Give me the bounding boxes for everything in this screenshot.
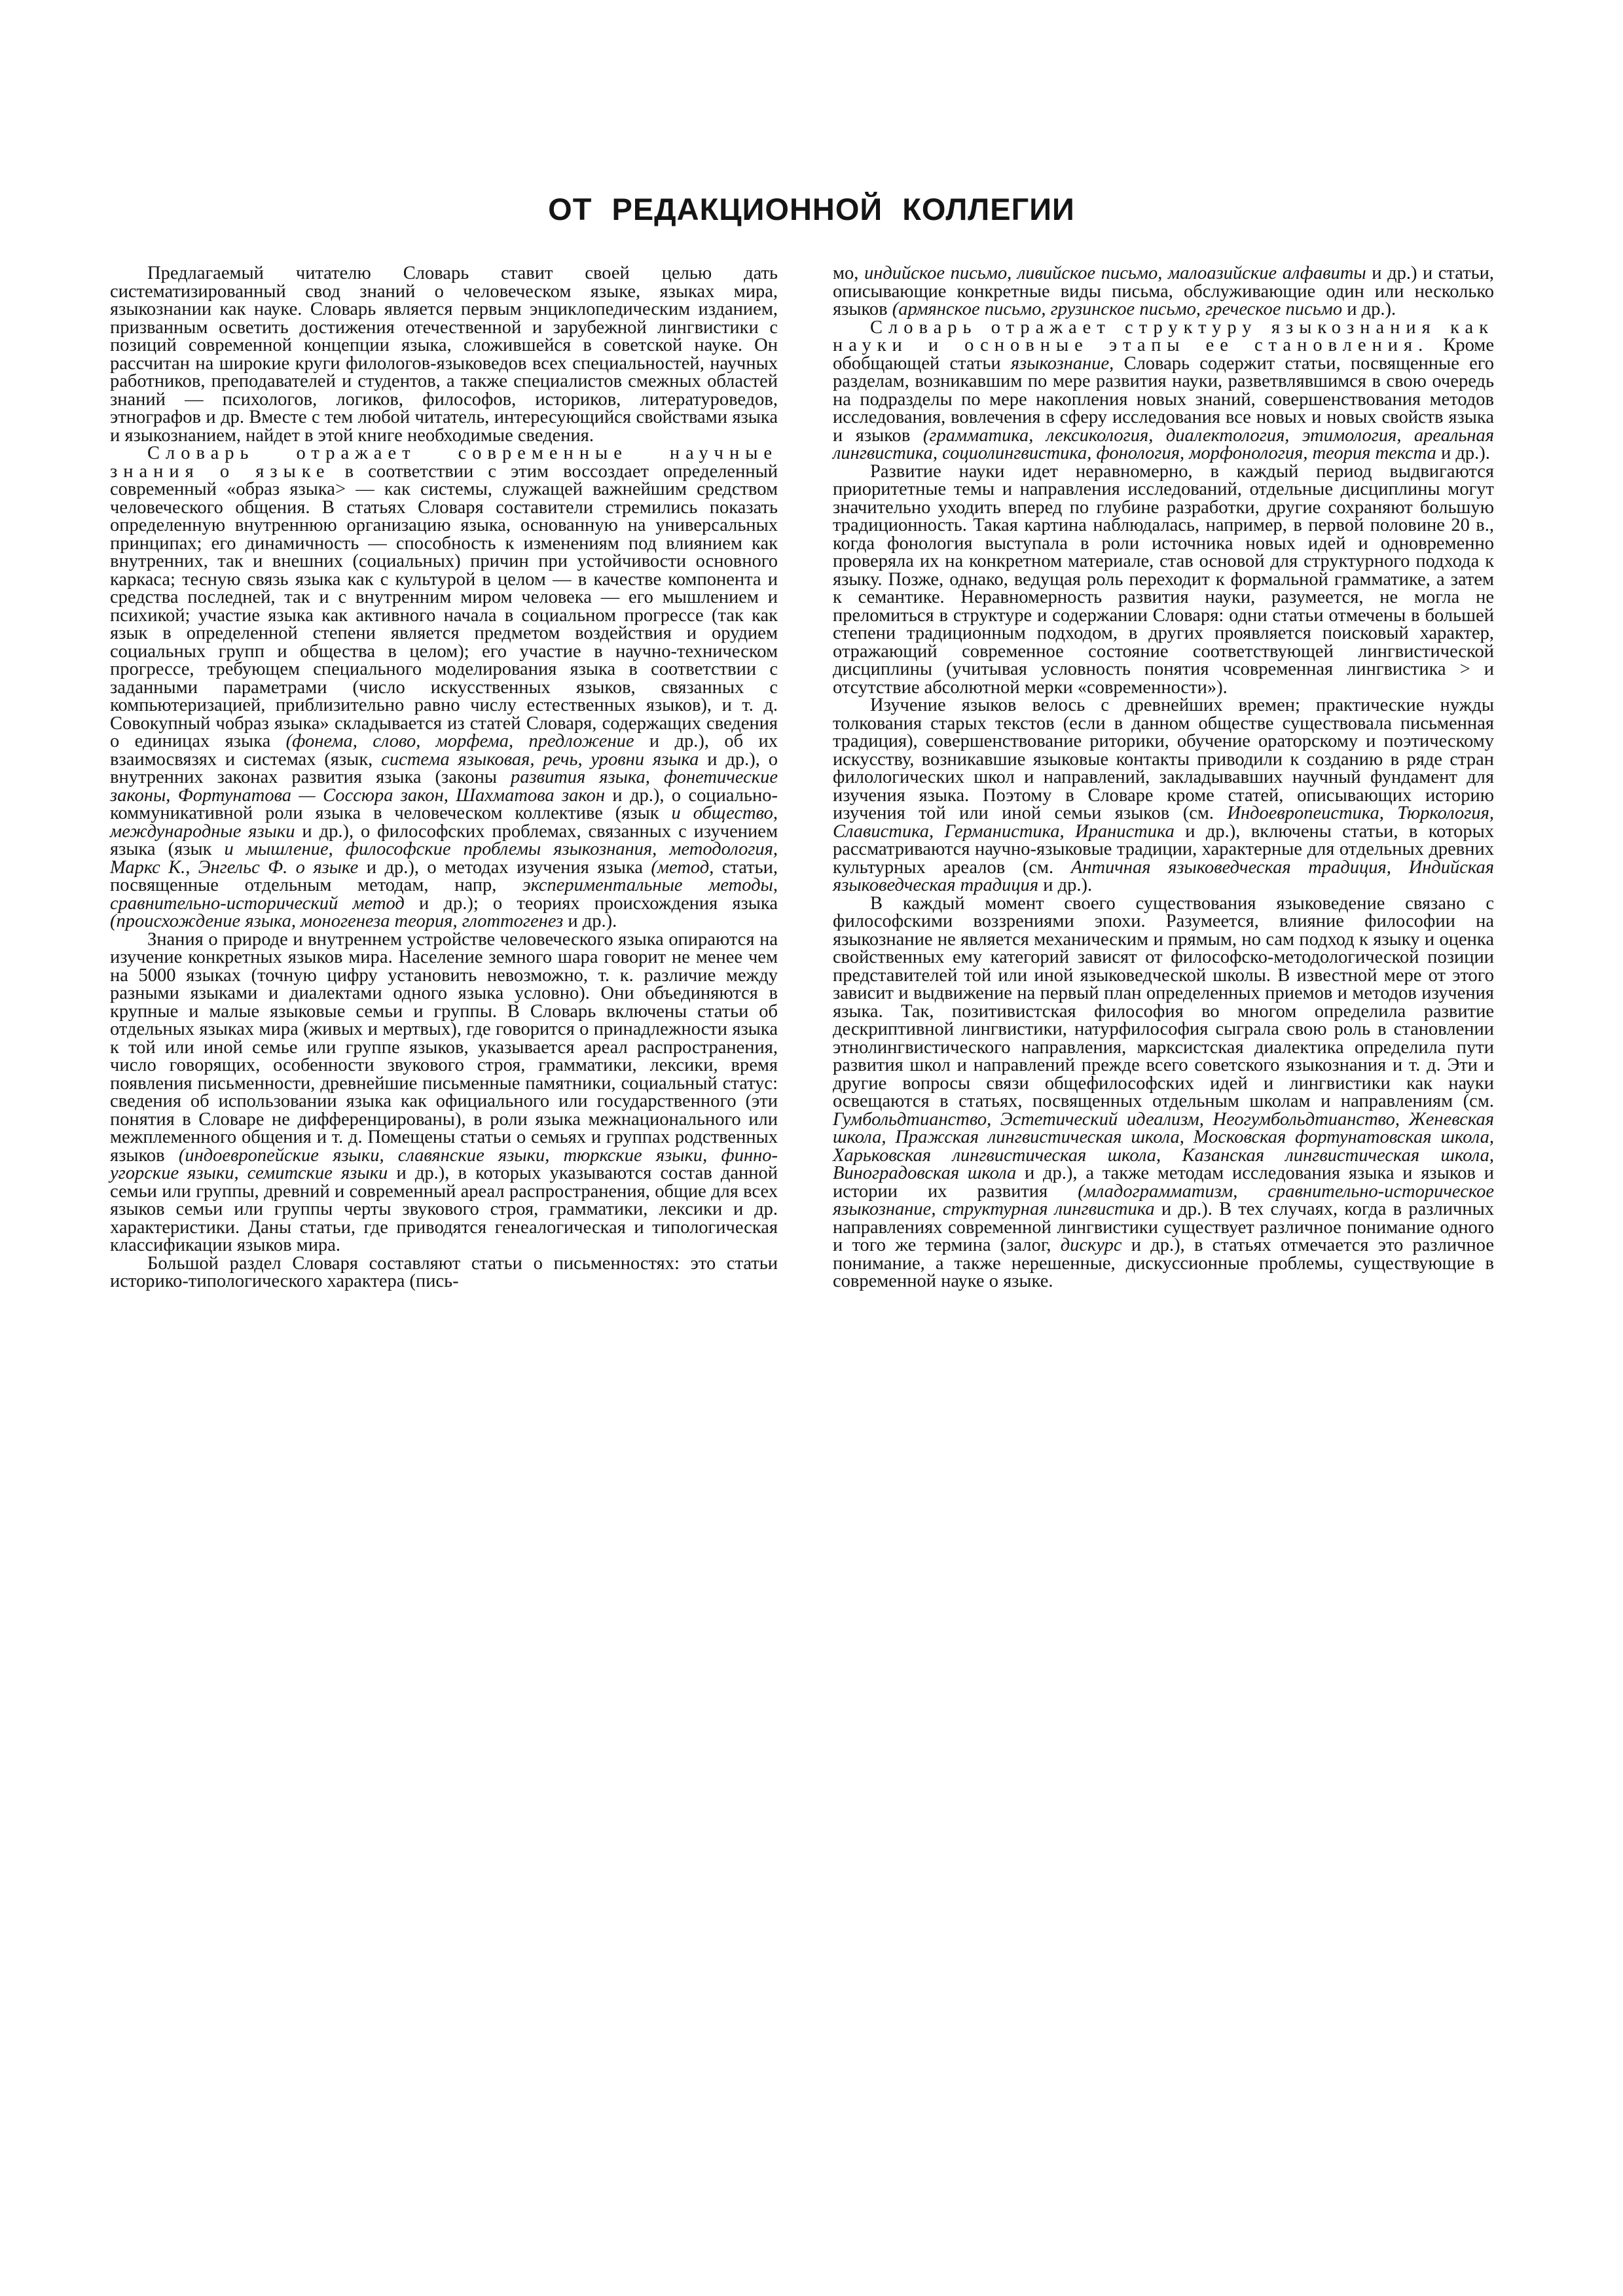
text: и др.), включены статьи, в которых рассматриваются научно-языковые традиции, характерные для отдельных древних культурных ареалов (см. xyxy=(833,821,1494,878)
italic-text: (фонема, слово, морфема, предложение xyxy=(285,731,634,751)
paragraph xyxy=(110,1255,778,1291)
italic-text: (армянское письмо, грузинское письмо, греческое письмо xyxy=(892,299,1343,319)
paragraph xyxy=(833,463,1494,697)
text: Словарь содержит статьи, посвященные его разделам, возникавшим по мере развития науки, разветвлявшимся в свою очередь на подразделы по мере накопления новых знаний, совершенствования методов исследования, вовлечения в сферу исследования все новых и новых свойств языка и языков xyxy=(833,353,1494,446)
text: и др.). xyxy=(1342,299,1396,319)
text: и др.), в статьях отмечается это различное понимание, а также нерешенные, дискуссионные проблемы, существующие в современной науке о языке. xyxy=(833,1235,1494,1291)
paragraph xyxy=(833,895,1494,1291)
text: и др.). xyxy=(1038,875,1093,895)
italic-text: (происхождение языка, моногенеза теория, глоттогенез xyxy=(110,911,564,931)
paragraph xyxy=(833,319,1494,463)
text: и др.). xyxy=(563,911,617,931)
text: статьи, посвященные отдельным методам, напр, xyxy=(110,857,778,895)
text: и др.); о теориях происхождения языка xyxy=(404,893,778,914)
italic-text: и мышление, философские проблемы языкознания, методология, Маркс К., Энгельс Ф. о языке xyxy=(110,839,778,878)
left-column xyxy=(110,264,778,1291)
spaced-text: Словарь отражает структуру языкознания как науки и основные этапы ее становления. xyxy=(833,317,1494,355)
italic-text: Античная языковедческая традиция, Индийская языковедческая традиция xyxy=(833,857,1494,895)
italic-text: система языковая, речь, уровни языка xyxy=(381,749,699,770)
spaced-text: Словарь отражает современные научные знания о языке xyxy=(110,443,778,482)
text: и др.). В тех случаях, когда в различных направлениях современной лингвистики существует различное понимание одного и того же термина (залог, xyxy=(833,1199,1494,1255)
paragraph xyxy=(833,696,1494,895)
italic-text: Гумбольдтианство, Эстетический идеализм, Неогумбольдтианство, Женевская школа, Пражская лингвистическая школа, Московская фортунатовская школа, Харьковская лингвистическая школа, Казанская лингвистическая школа, Виноградовская школа xyxy=(833,1109,1494,1183)
text: и др.). xyxy=(1436,443,1490,463)
text: и др.), об их взаимосвязях и системах (язык, xyxy=(110,731,778,770)
text: и др.), а также методам исследования языка и языков и истории их развития xyxy=(833,1163,1494,1202)
italic-text: экспериментальные методы, сравнительно-исторический метод xyxy=(110,875,778,914)
text: мо, xyxy=(833,263,864,283)
text: и др.) и статьи, описывающие конкретные виды письма, обслуживающие один или несколько языков xyxy=(833,263,1494,319)
text: и др.), о внутренних законах развития языка (законы xyxy=(110,749,778,787)
right-column xyxy=(833,264,1494,1291)
italic-text: языкознание, xyxy=(1010,353,1114,374)
text: Предлагаемый читателю Словарь ставит своей целью дать систематизированный свод знаний о человеческом языке, языках мира, языкознании как науке. Словарь является первым энциклопедическим изданием, призванным осветить достижения отечественной и зарубежной лингвистики с позиций современной концепции языка, сложившейся в советской науке. Он рассчитан на широкие круги филологов-языковедов всех специальностей, научных работников, преподавателей и студентов, а также специалистов смежных областей знаний — психологов, логиков, философов, историков, литературоведов, этнографов и др. Вместе с тем любой читатель, интересующийся свойствами языка и языкознанием, найдет в этой книге необходимые сведения. xyxy=(110,263,778,446)
italic-text: и общество, международные языки xyxy=(110,803,778,842)
text: Развитие науки идет неравномерно, в каждый период выдвигаются приоритетные темы и направления исследований, отдельные дисциплины могут значительно уходить вперед по глубине разработки, другие сохраняют большую традиционность. Такая картина наблюдалась, например, в первой половине 20 в., когда фонология выступала в роли источника новых идей и одновременно проверяла их на конкретном материале, став основой для структурного подхода к языку. Позже, однако, ведущая роль переходит к формальной грамматике, а затем к семантике. Неравномерность развития науки, разумеется, не могла не преломиться в структуре и содержании Словаря: одни статьи отмечены в большей степени традиционным подходом, в других проявляется поисковый характер, отражающий современное состояние соответствующей лингвистической дисциплины (учитывая условность понятия чсовременная лингвистика > и отсутствие абсолютной мерки «современности»). xyxy=(833,461,1494,698)
italic-text: дискурс xyxy=(1060,1235,1122,1255)
italic-text: Индоевропеистика, Тюркология, Славистика, Германистика, Иранистика xyxy=(833,803,1494,842)
italic-text: индийское письмо, ливийское письмо, малоазийские алфавиты xyxy=(864,263,1366,283)
italic-text: (индоевропейские языки, славянские языки, тюркские языки, финно-угорские языки, семитские языки xyxy=(110,1145,778,1183)
text: Кроме обобщающей статьи xyxy=(833,335,1494,374)
italic-text: (младограмматизм, сравнительно-историческое языкознание, структурная лингвистика xyxy=(833,1181,1495,1219)
page-title: ОТ РЕДАКЦИОННОЙ КОЛЛЕГИИ xyxy=(548,192,1075,226)
text: Знания о природе и внутреннем устройстве человеческого языка опираются на изучение конкретных языков мира. Население земного шара говорит не менее чем на 5000 языках (точную цифру установить невозможно, т. к. различие между разными языками и диалектами одного языка условно). Они объединяются в крупные и малые языковые семьи и группы. В Словарь включены статьи об отдельных языках мира (живых и мертвых), где говорится о принадлежности языка к той или иной семье или группе языков, указывается ареал распространения, число говорящих, особенности звукового строя, грамматики, лексики, время появления письменности, древнейшие письменные памятники, социальный статус: сведения об использовании языка как официального или государственного (эти понятия в Словаре не дифференцированы), в роли языка межнационального или межплеменного общения и т. д. Помещены статьи о семьях и группах родственных языков xyxy=(110,929,778,1166)
paragraph xyxy=(833,264,1494,319)
text: и др.), в которых указываются состав данной семьи или группы, древний и современный ареал распространения, общие для всех языков семьи или группы черты звукового строя, грамматики, лексики и др. характеристики. Даны статьи, где приводятся генеалогическая и типологическая классификации языков мира. xyxy=(110,1163,778,1255)
text: Изучение языков велось с древнейших времен; практические нужды толкования старых текстов (если в данном обществе существовала письменная традиция), совершенствование риторики, обучение ораторскому и поэтическому искусству, возникавшие языковые контакты приводили к созданию в ряде стран филологических школ и направлений, закладывавших научный фундамент для изучения языка. Поэтому в Словаре кроме статей, описывающих историю изучения той или иной семьи языков (см. xyxy=(833,695,1494,823)
italic-text: (метод, xyxy=(651,857,714,878)
italic-text: (грамматика, лексикология, диалектология, этимология, ареальная лингвистика, социолингвистика, фонология, морфонология, теория текста xyxy=(833,425,1494,463)
text: В каждый момент своего существования языковедение связано с философскими воззрениями эпохи. Разумеется, влияние философии на языкознание не является механическим и прямым, но сам подход к языку и оценка свойственных ему категорий зависят от философско-методологической позиции представителей той или иной языковедческой школы. В известной мере от этого зависит и выдвижение на первый план определенных приемов и методов изучения языка. Так, позитивистская философия во многом определила развитие дескриптивной лингвистики, натурфилософия сыграла свою роль в становлении этнолингвистического направления, марксистская диалектика определила пути развития школ и направлений прежде всего советского языкознания и т. д. Эти и другие вопросы связи общефилософских идей и лингвистики как науки освещаются в статьях, посвященных отдельным школам и направлениям (см. xyxy=(833,893,1494,1111)
text: Большой раздел Словаря составляют статьи о письменностях: это статьи историко-типологического характера (пись- xyxy=(110,1253,778,1291)
italic-text: развития языка, фонетические законы, Фортунатова — Соссюра закон, Шахматова закон xyxy=(110,767,778,806)
paragraph xyxy=(110,931,778,1255)
text: в соответствии с этим воссоздает определенный современный «образ языка> — как системы, служащей важнейшим средством человеческого общения. В статьях Словаря составители стремились показать определенную внутреннюю организацию языка, основанную на универсальных принципах; его динамичность — способность к изменениям под влиянием как внутренних, так и внешних (социальных) причин при устойчивости основного каркаса; тесную связь языка как с культурой в целом — в качестве компонента и средства последней, так и с внутренним миром человека — его мышлением и психикой; участие языка как активного начала в социальном прогрессе (так как язык в определенной степени является предметом воздействия и орудием социальных групп и общества в целом); его участие в научно-техническом прогрессе, требующем специального моделирования языка в соответствии с заданными параметрами (число искусственных языков, связанных с компьютеризацией, приблизительно равно числу естественных языков), и т. д. Совокупный чобраз языка» складывается из статей Словаря, содержащих сведения о единицах языка xyxy=(110,461,778,751)
text: и др.), о социально-коммуникативной роли языка в человеческом коллективе (язык xyxy=(110,785,778,823)
paragraph xyxy=(110,444,778,931)
text: и др.), о методах изучения языка xyxy=(358,857,651,878)
paragraph xyxy=(110,264,778,444)
text: и др.), о философских проблемах, связанных с изучением языка (язык xyxy=(110,821,778,859)
